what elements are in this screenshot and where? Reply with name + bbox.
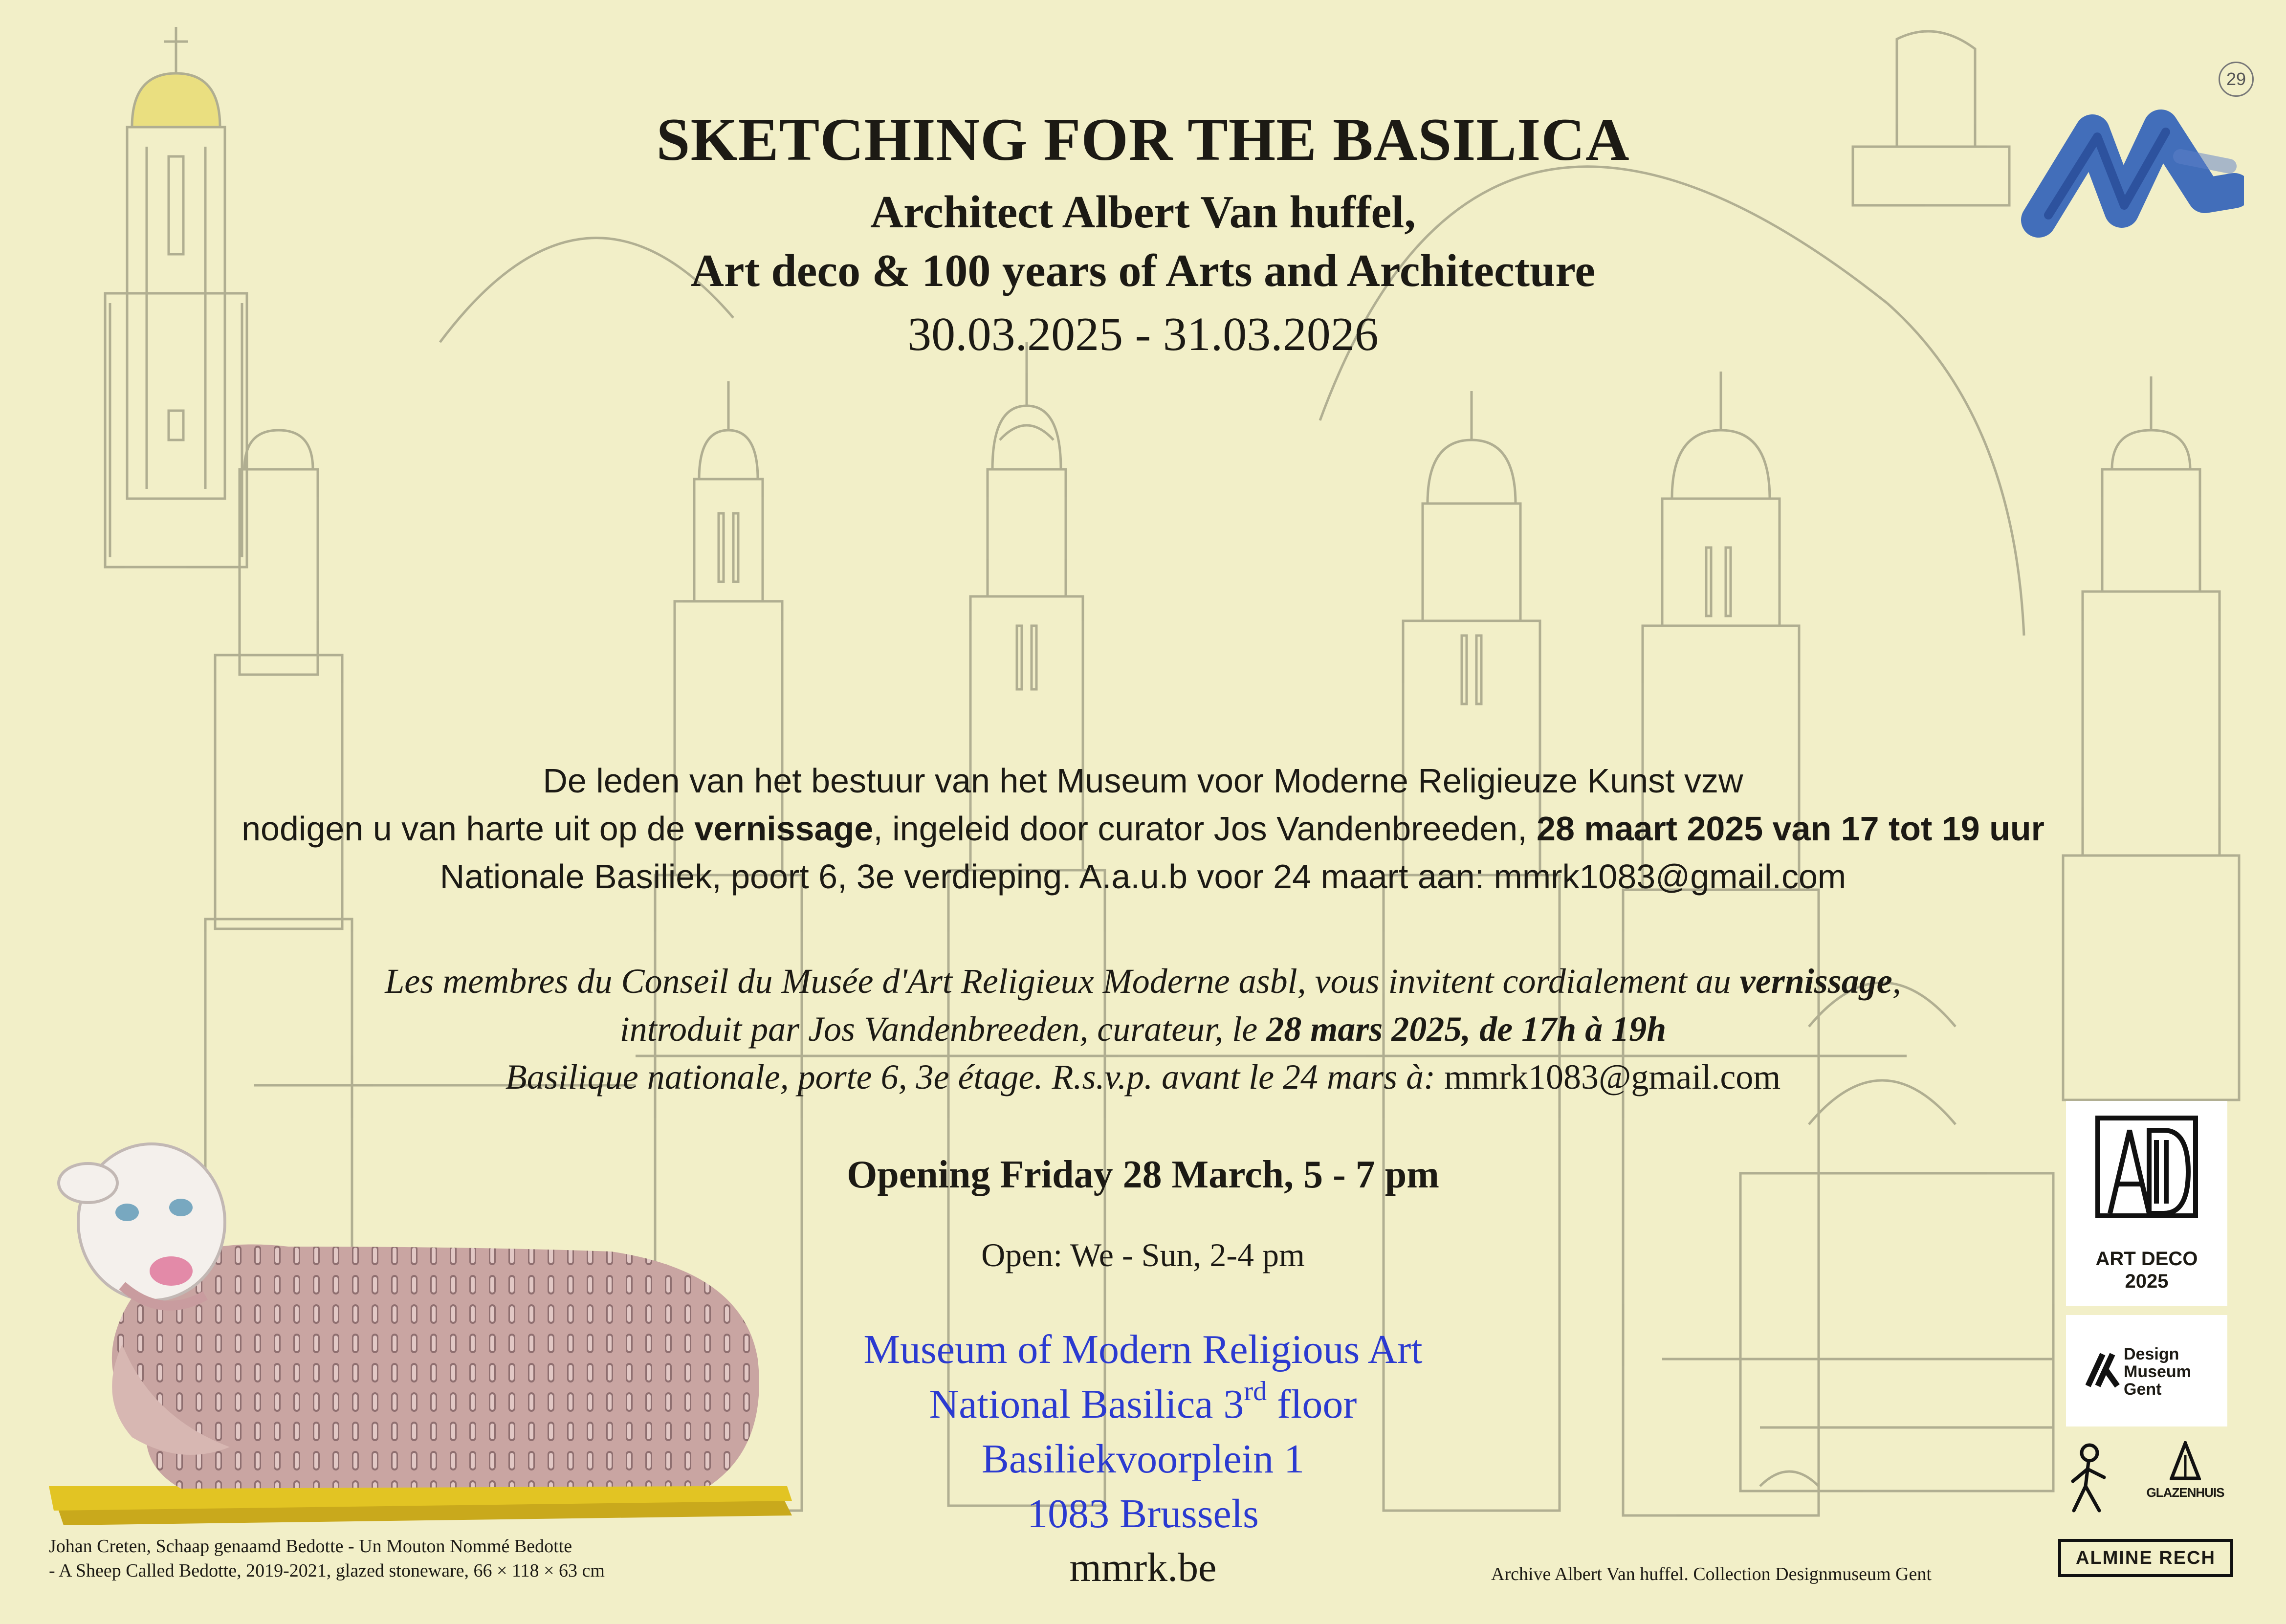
glazenhuis-triangle-icon bbox=[2170, 1441, 2201, 1480]
invitation-french-line3 bbox=[0, 1053, 2286, 1101]
website-link[interactable]: mmrk.be bbox=[1069, 1545, 1217, 1590]
art-deco-line2: 2025 bbox=[2125, 1271, 2169, 1292]
vernissage-bold: vernissage bbox=[1739, 962, 1892, 1001]
ordinal-suffix: rd bbox=[1244, 1376, 1267, 1406]
caption-line1: Johan Creten, Schaap genaamd Bedotte - Un Mouton Nommé Bedotte bbox=[49, 1536, 572, 1557]
design-museum-line1: Design bbox=[2124, 1345, 2179, 1363]
sheep-sculpture-image bbox=[34, 1124, 797, 1530]
text-segment: Basilique nationale, porte 6, 3e étage. R.s.v.p. avant le 24 mars à: bbox=[505, 1057, 1445, 1097]
almine-rech-logo: ALMINE RECH bbox=[2058, 1539, 2233, 1577]
vernissage-bold: vernissage bbox=[694, 810, 874, 848]
art-deco-emblem-icon bbox=[2095, 1116, 2198, 1243]
sculpture-caption bbox=[49, 1534, 782, 1583]
design-museum-text bbox=[2124, 1345, 2221, 1398]
design-museum-line2: Museum bbox=[2124, 1362, 2191, 1381]
museum-city: 1083 Brussels bbox=[1027, 1491, 1259, 1536]
text-segment: , bbox=[1892, 962, 1901, 1001]
museum-name: Museum of Modern Religious Art bbox=[863, 1327, 1423, 1372]
exhibition-dates: 30.03.2025 - 31.03.2026 bbox=[907, 308, 1379, 361]
glazenhuis-text: GLAZENHUIS bbox=[2146, 1485, 2224, 1500]
invitation-french bbox=[0, 957, 2286, 1101]
opening-info: Opening Friday 28 March, 5 - 7 pm bbox=[847, 1153, 1439, 1196]
art-deco-2025-logo bbox=[2066, 1101, 2227, 1306]
invitation-dutch bbox=[0, 757, 2286, 900]
walking-figure-logo-icon bbox=[2064, 1442, 2111, 1515]
invitation-french-line2 bbox=[0, 1005, 2286, 1053]
text-segment: National Basilica 3 bbox=[929, 1382, 1244, 1427]
exhibition-subtitle-line2: Art deco & 100 years of Arts and Architecture bbox=[690, 245, 1596, 296]
glazenhuis-logo bbox=[2146, 1441, 2224, 1519]
archive-credit: Archive Albert Van huffel. Collection Designmuseum Gent bbox=[1491, 1564, 1932, 1584]
design-museum-gent-logo bbox=[2066, 1315, 2227, 1426]
invitation-french-line1 bbox=[0, 957, 2286, 1005]
text-segment: introduit par Jos Vandenbreeden, curateur, le bbox=[619, 1010, 1267, 1049]
exhibition-subtitle-line1: Architect Albert Van huffel, bbox=[870, 187, 1416, 238]
page-number-marker: 29 bbox=[2219, 62, 2254, 97]
art-deco-logo-text bbox=[2066, 1248, 2227, 1293]
rsvp-email[interactable]: mmrk1083@gmail.com bbox=[1444, 1057, 1781, 1097]
invitation-dutch-line2 bbox=[0, 805, 2286, 853]
vernissage-date-bold: 28 maart 2025 van 17 tot 19 uur bbox=[1537, 810, 2044, 848]
invitation-dutch-line1: De leden van het bestuur van het Museum voor Moderne Religieuze Kunst vzw bbox=[543, 762, 1743, 800]
invitation-dutch-line3: Nationale Basiliek, poort 6, 3e verdieping. A.a.u.b voor 24 maart aan: mmrk1083@gmail.com bbox=[440, 857, 1846, 896]
exhibition-title: SKETCHING FOR THE BASILICA bbox=[656, 106, 1630, 173]
text-segment: , ingeleid door curator Jos Vandenbreeden, bbox=[873, 810, 1537, 848]
text-segment: nodigen u van harte uit op de bbox=[242, 810, 695, 848]
design-museum-mark-icon bbox=[2086, 1349, 2120, 1388]
caption-line2: - A Sheep Called Bedotte, 2019-2021, glazed stoneware, 66 × 118 × 63 cm bbox=[49, 1560, 605, 1581]
text-segment: Les membres du Conseil du Musée d'Art Religieux Moderne asbl, vous invitent cordialement au bbox=[385, 962, 1740, 1001]
opening-hours: Open: We - Sun, 2-4 pm bbox=[981, 1236, 1305, 1273]
art-deco-line1: ART DECO bbox=[2095, 1248, 2198, 1270]
design-museum-line3: Gent bbox=[2124, 1380, 2162, 1399]
museum-street: Basiliekvoorplein 1 bbox=[981, 1436, 1305, 1482]
text-segment: floor bbox=[1267, 1382, 1357, 1427]
vernissage-date-bold: 28 mars 2025, de 17h à 19h bbox=[1266, 1010, 1667, 1049]
